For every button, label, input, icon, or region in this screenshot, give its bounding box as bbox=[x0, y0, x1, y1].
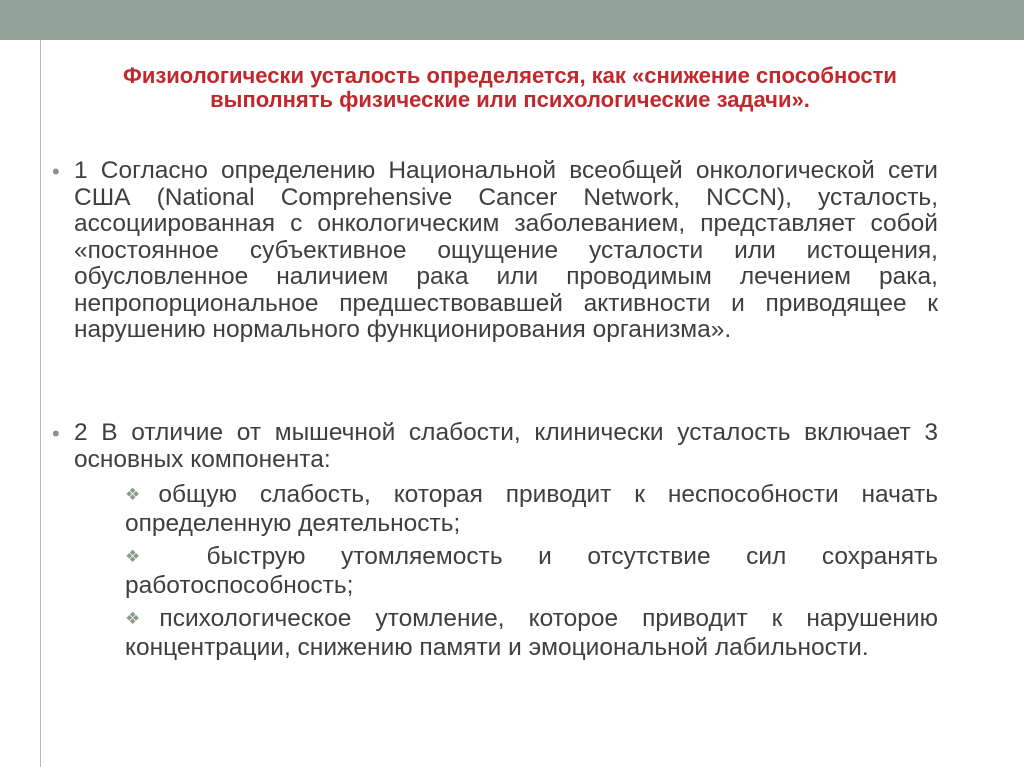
diamond-bullet-icon: ❖ bbox=[125, 609, 158, 628]
sub-item-1 bbox=[125, 482, 938, 537]
diamond-bullet-icon: ❖ bbox=[125, 485, 157, 504]
sub-item-text: быструю утомляемость и отсутствие сил сохранять работоспособность; bbox=[125, 543, 939, 599]
sub-item-2 bbox=[125, 544, 938, 599]
left-border-line bbox=[40, 40, 41, 767]
sub-item-text: общую слабость, которая приводит к неспособности начать определенную деятельность; bbox=[125, 481, 938, 537]
bullet-text-1: 1 Согласно определению Национальной всеобщей онкологической сети США (National Comprehensive Cancer Network, NCCN), усталость, ассоциированная с онкологическим заболеванием, представляет собой «постоянное субъективное ощущение усталости или истощения, обусловленное наличием рака или проводимым лечением рака, непропорциональное предшествовавшей активности и приводящее к нарушению нормального функционирования организма». bbox=[74, 157, 938, 343]
slide-title: Физиологически усталость определяется, как «снижение способности выполнять физические или психологические задачи». bbox=[123, 63, 897, 112]
diamond-bullet-icon: ❖ bbox=[125, 547, 169, 566]
bullet-text-2: 2 В отличие от мышечной слабости, клинически усталость включает 3 основных компонента: bbox=[74, 419, 938, 473]
sub-item-3 bbox=[125, 606, 938, 661]
bullet-marker-1: • bbox=[52, 159, 60, 184]
top-bar bbox=[0, 0, 1024, 40]
bullet-marker-2: • bbox=[52, 421, 60, 446]
sub-item-text: психологическое утомление, которое приводит к нарушению концентрации, снижению памяти и эмоциональной лабильности. bbox=[125, 605, 938, 661]
